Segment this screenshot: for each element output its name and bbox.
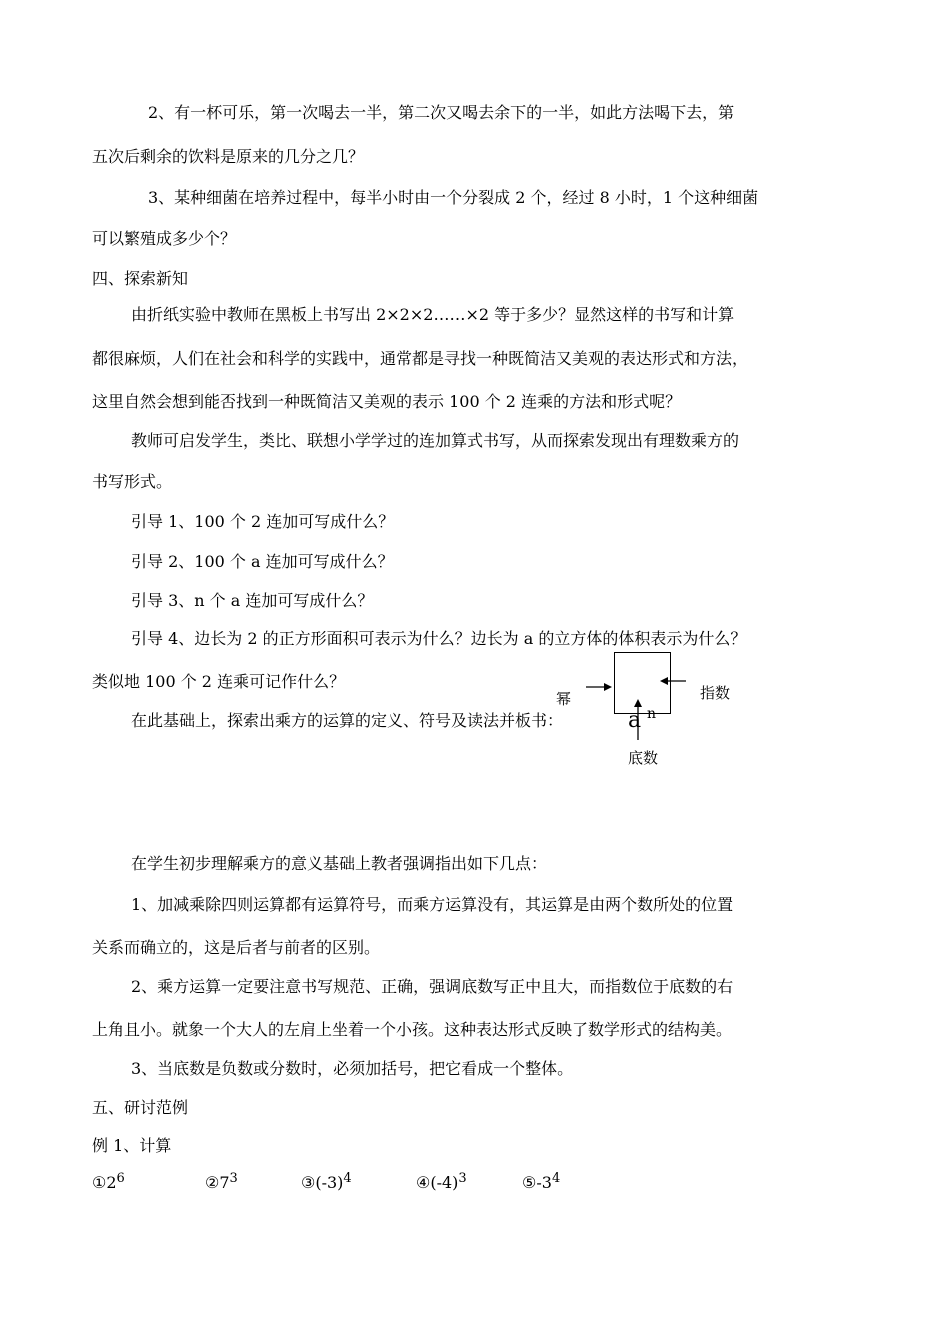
paragraph-bacteria-line1: 3、某种细菌在培养过程中，每半小时由一个分裂成 2 个，经过 8 小时，1 个这种细菌 — [148, 188, 759, 207]
paragraph-inspire-line2: 书写形式。 — [92, 472, 173, 491]
power-diagram-box — [614, 652, 671, 714]
exponent-symbol: n — [647, 706, 657, 722]
paragraph-bacteria-line2: 可以繁殖成多少个？ — [92, 229, 237, 248]
example-item-4: $④(-4)^3$ — [416, 1171, 467, 1192]
example-item-1: $①2^6$ — [92, 1171, 125, 1192]
paragraph-cola-line2: 五次后剩余的饮料是原来的几分之几？ — [92, 147, 365, 166]
guide-item-1: 引导 1、100 个 2 连加可写成什么？ — [131, 512, 395, 531]
paragraph-emphasis: 在学生初步理解乘方的意义基础上教者强调指出如下几点： — [131, 854, 548, 873]
guide-item-2: 引导 2、100 个 a 连加可写成什么？ — [131, 552, 394, 571]
guide-item-4-line2: 类似地 100 个 2 连乘可记作什么？ — [92, 672, 346, 691]
example-1-heading: 例 1、计算 — [92, 1136, 172, 1155]
paragraph-explore-line2: 都很麻烦，人们在社会和科学的实践中，通常都是寻找一种既简洁又美观的表达形式和方法， — [92, 349, 749, 368]
point-2-line2: 上角且小。就象一个大人的左肩上坐着一个小孩。这种表达形式反映了数学形式的结构美。 — [92, 1020, 733, 1039]
point-3: 3、当底数是负数或分数时，必须加括号，把它看成一个整体。 — [131, 1059, 574, 1078]
example-item-2: $②7^3$ — [205, 1171, 238, 1192]
paragraph-definition: 在此基础上，探索出乘方的运算的定义、符号及读法并板书： — [131, 711, 564, 730]
section-heading-examples: 五、研讨范例 — [92, 1098, 189, 1117]
example-item-3: $③(-3)^4$ — [301, 1171, 352, 1192]
power-label: 幂 — [556, 690, 572, 708]
paragraph-cola-line1: 2、有一杯可乐，第一次喝去一半，第二次又喝去余下的一半，如此方法喝下去，第 — [148, 103, 735, 122]
guide-item-4-line1: 引导 4、边长为 2 的正方形面积可表示为什么？边长为 a 的立方体的体积表示为什么？ — [131, 629, 747, 648]
point-1-line2: 关系而确立的，这是后者与前者的区别。 — [92, 938, 381, 957]
paragraph-explore-line1: 由折纸实验中教师在黑板上书写出 2×2×2……×2 等于多少？显然这样的书写和计算 — [131, 305, 735, 324]
paragraph-inspire-line1: 教师可启发学生，类比、联想小学学过的连加算式书写，从而探索发现出有理数乘方的 — [131, 431, 740, 450]
base-label: 底数 — [628, 749, 659, 767]
base-symbol: a — [628, 708, 642, 733]
section-heading-explore: 四、探索新知 — [92, 269, 189, 288]
example-item-5: $⑤-3^4$ — [522, 1171, 561, 1192]
exponent-label: 指数 — [700, 684, 731, 702]
guide-item-3: 引导 3、n 个 a 连加可写成什么？ — [131, 591, 374, 610]
point-2-line1: 2、乘方运算一定要注意书写规范、正确，强调底数写正中且大，而指数位于底数的右 — [131, 977, 734, 996]
paragraph-explore-line3: 这里自然会想到能否找到一种既简洁又美观的表示 100 个 2 连乘的方法和形式呢？ — [92, 392, 682, 411]
point-1-line1: 1、加减乘除四则运算都有运算符号，而乘方运算没有，其运算是由两个数所处的位置 — [131, 895, 734, 914]
